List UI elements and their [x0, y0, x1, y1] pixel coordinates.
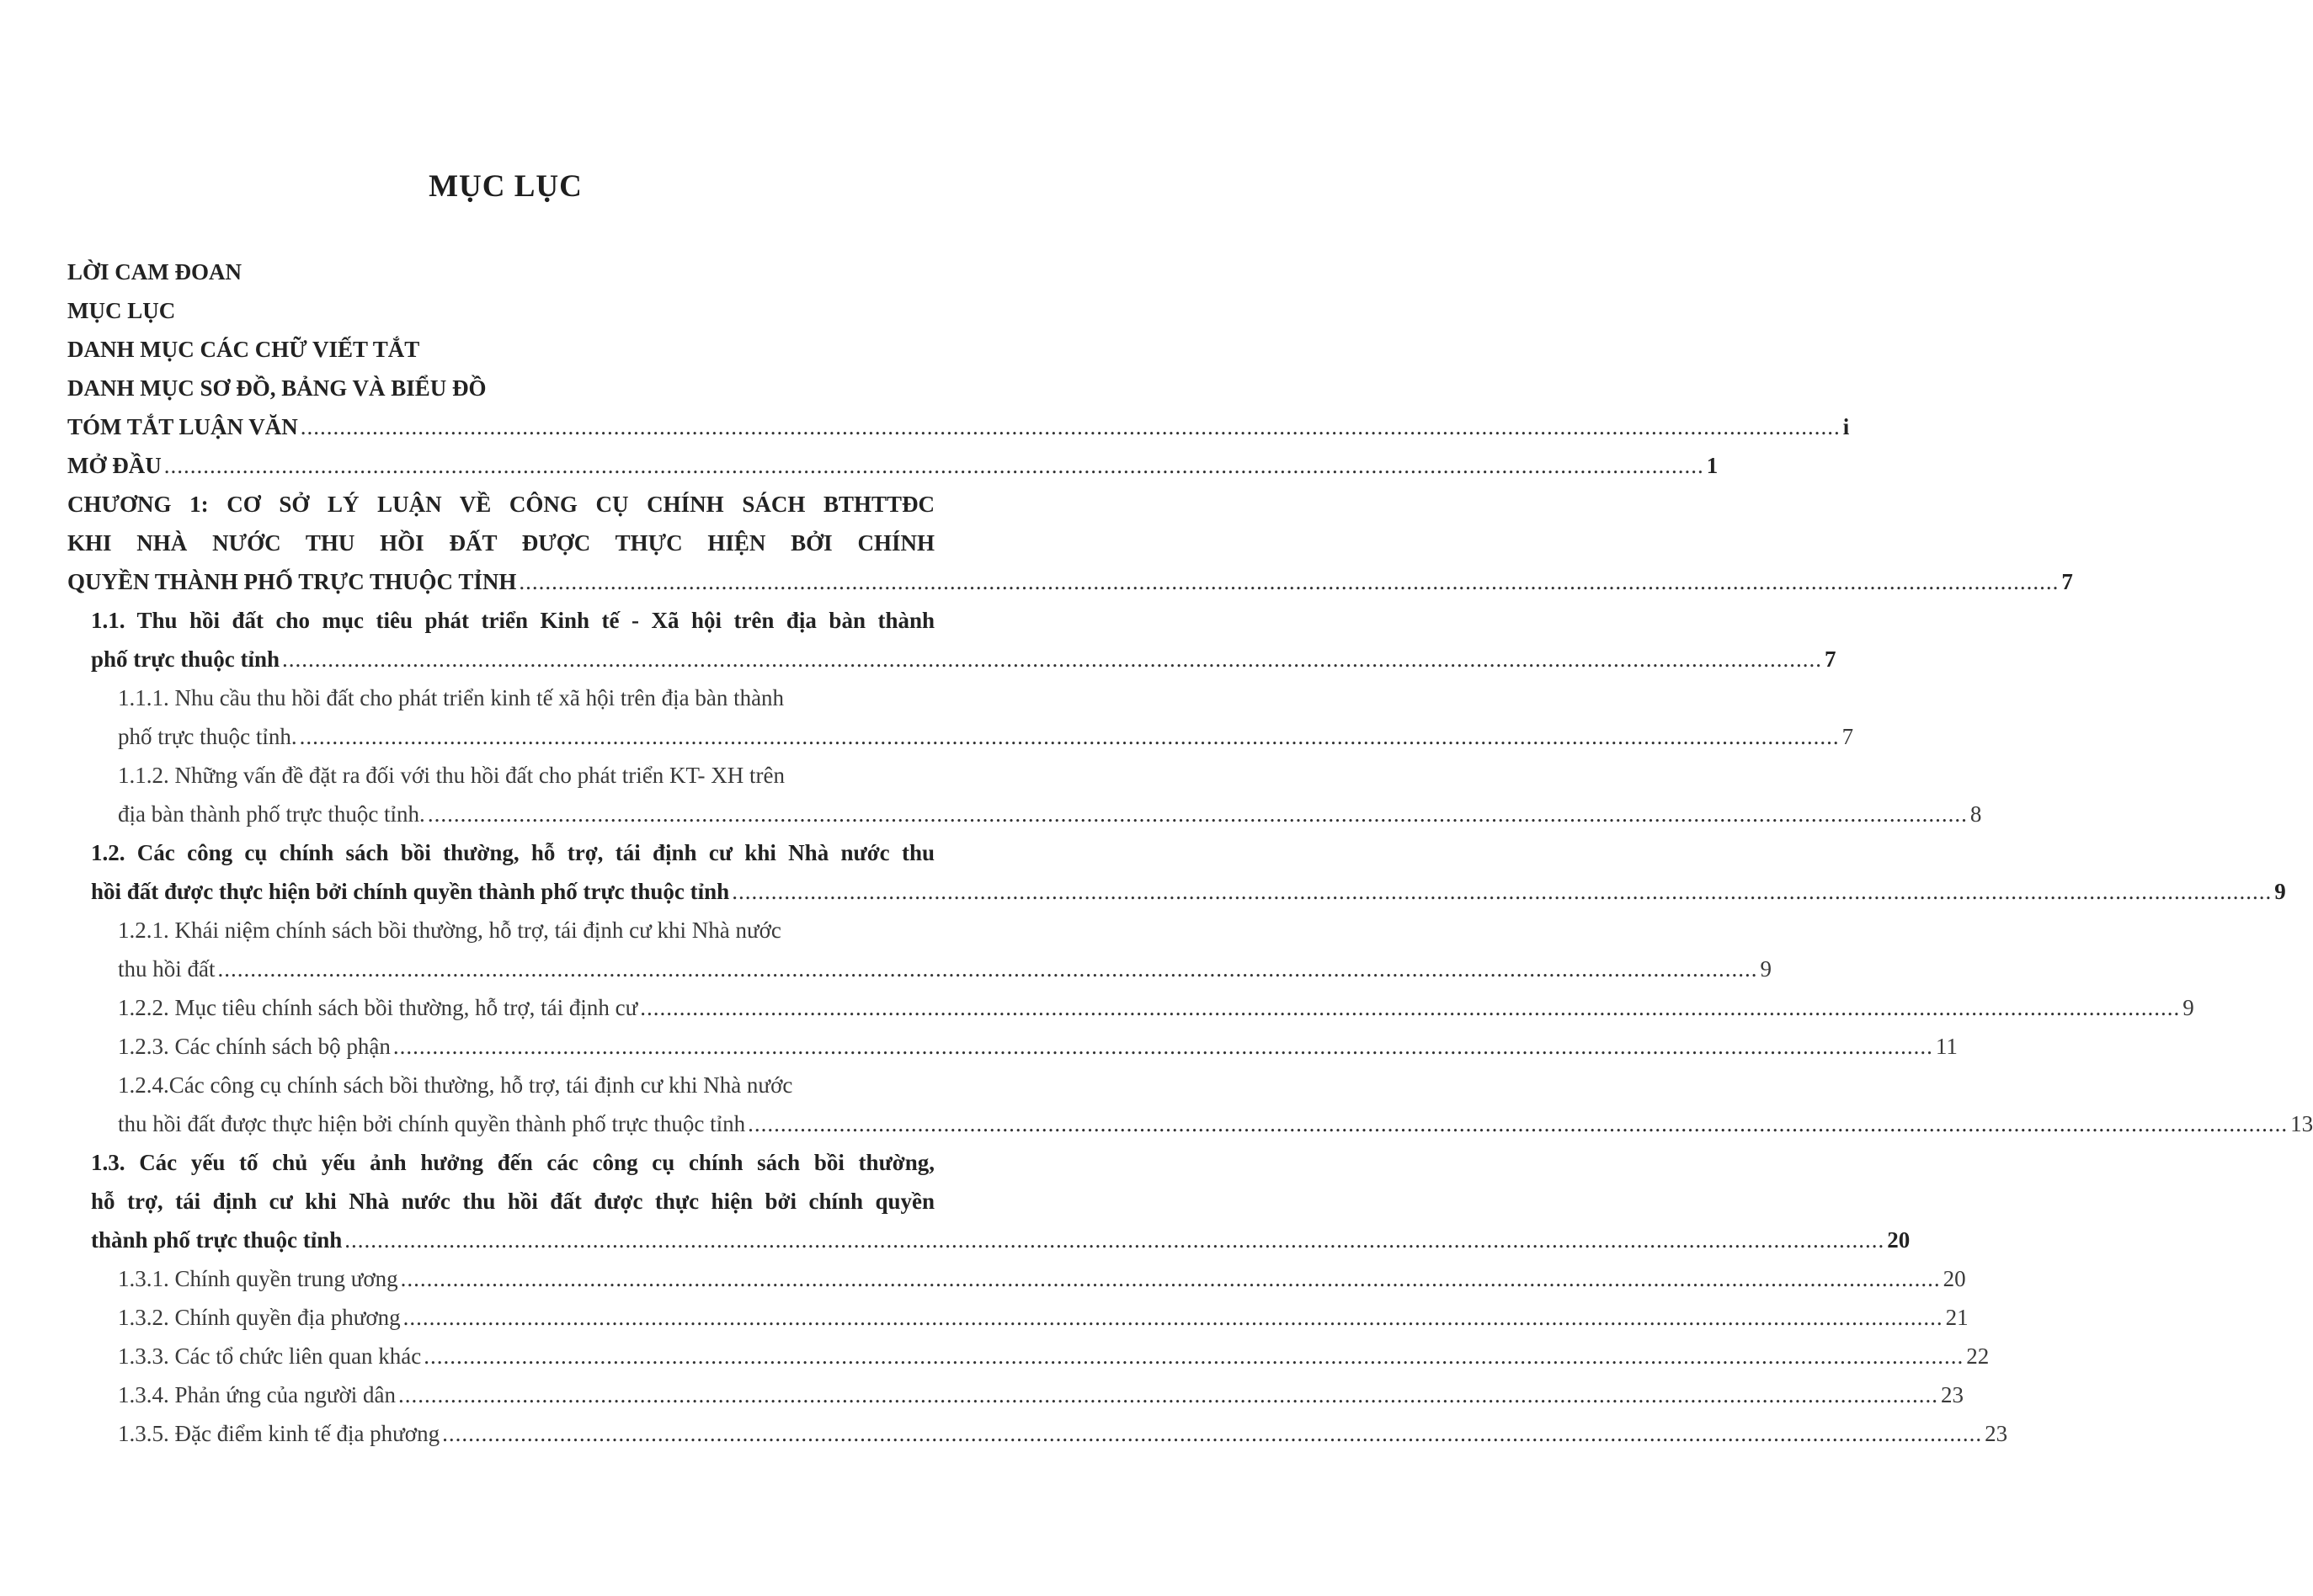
toc-label: 1.2.3. Các chính sách bộ phận — [118, 1034, 391, 1059]
toc-section-1-2-2 — [67, 988, 2194, 1027]
toc-chapter1-line3 — [67, 562, 2073, 601]
table-of-contents — [67, 253, 2313, 1453]
toc-label: phố trực thuộc tỉnh. — [118, 724, 297, 749]
toc-entry-front-0: LỜI CAM ĐOAN — [67, 259, 242, 285]
dot-leader — [398, 1375, 1938, 1414]
toc-page-number: 7 — [1841, 724, 1854, 749]
toc-label: 1.3.4. Phản ứng của người dân — [118, 1382, 396, 1407]
toc-section-1-1-line2 — [67, 640, 1836, 678]
toc-label: địa bàn thành phố trực thuộc tỉnh. — [118, 801, 425, 827]
toc-page-number: 22 — [1966, 1343, 1990, 1369]
dot-leader — [403, 1298, 1943, 1337]
dot-leader — [282, 640, 1822, 678]
toc-section-1-2-4-line1: 1.2.4.Các công cụ chính sách bồi thường, hỗ trợ, tái định cư khi Nhà nước — [118, 1072, 793, 1098]
toc-label: QUYỀN THÀNH PHỐ TRỰC THUỘC TỈNH — [67, 569, 517, 594]
toc-entry-front-1: MỤC LỤC — [67, 298, 176, 323]
toc-entry-summary — [67, 407, 1850, 446]
toc-page-number: 13 — [2290, 1111, 2313, 1136]
toc-section-1-3-line3 — [67, 1221, 1911, 1259]
toc-section-1-3-3 — [67, 1337, 1990, 1375]
dot-leader — [344, 1221, 1884, 1259]
toc-entry-front-3: DANH MỤC SƠ ĐỒ, BẢNG VÀ BIỂU ĐỒ — [67, 375, 487, 401]
dot-leader — [424, 1337, 1964, 1375]
toc-section-1-2-1-line2 — [67, 950, 1772, 988]
toc-page-number: 9 — [2274, 879, 2286, 904]
page-title: MỤC LỤC — [429, 169, 583, 204]
dot-leader — [301, 407, 1841, 446]
toc-page-number: 1 — [1706, 453, 1719, 478]
toc-section-1-3-line2: hỗ trợ, tái định cư khi Nhà nước thu hồi đất được thực hiện bởi chính quyền — [91, 1189, 935, 1214]
toc-page-number: 20 — [1887, 1227, 1911, 1253]
dot-leader — [218, 950, 1758, 988]
toc-label: 1.3.3. Các tổ chức liên quan khác — [118, 1343, 422, 1369]
toc-label: MỞ ĐẦU — [67, 453, 162, 478]
toc-label: thu hồi đất — [118, 956, 216, 982]
toc-label: phố trực thuộc tỉnh — [91, 646, 280, 672]
toc-section-1-1-1-line2 — [67, 717, 1854, 756]
toc-section-1-1-2-line2 — [67, 795, 1982, 833]
toc-section-1-2-3 — [67, 1027, 1958, 1066]
toc-entry-front-2: DANH MỤC CÁC CHỮ VIẾT TẮT — [67, 337, 420, 362]
dot-leader — [519, 562, 2059, 601]
dot-leader — [401, 1259, 1941, 1298]
toc-page-number: 21 — [1945, 1305, 1969, 1330]
toc-section-1-1-1-line1: 1.1.1. Nhu cầu thu hồi đất cho phát triển kinh tế xã hội trên địa bàn thành — [118, 685, 785, 710]
toc-label: 1.3.1. Chính quyền trung ương — [118, 1266, 398, 1291]
dot-leader — [732, 872, 2272, 911]
toc-chapter1-line2: KHI NHÀ NƯỚC THU HỒI ĐẤT ĐƯỢC THỰC HIỆN BỞI CHÍNH — [67, 530, 935, 556]
toc-section-1-1-2-line1: 1.1.2. Những vấn đề đặt ra đối với thu hồi đất cho phát triển KT- XH trên — [118, 763, 786, 788]
toc-section-1-2-line2 — [67, 872, 2286, 911]
toc-entry-intro — [67, 446, 1719, 485]
toc-label: hồi đất được thực hiện bởi chính quyền thành phố trực thuộc tỉnh — [91, 879, 730, 904]
dot-leader — [393, 1027, 1933, 1066]
toc-page-number: 9 — [1760, 956, 1772, 982]
toc-page-number: 7 — [1824, 646, 1836, 672]
toc-page-number: 23 — [1985, 1421, 2008, 1446]
toc-section-1-1-line1: 1.1. Thu hồi đất cho mục tiêu phát triển Kinh tế - Xã hội trên địa bàn thành — [91, 608, 935, 633]
toc-section-1-3-line1: 1.3. Các yếu tố chủ yếu ảnh hưởng đến các công cụ chính sách bồi thường, — [91, 1150, 935, 1175]
toc-section-1-3-4 — [67, 1375, 1964, 1414]
dot-leader — [164, 446, 1704, 485]
toc-page-number: i — [1842, 414, 1850, 439]
toc-label: thu hồi đất được thực hiện bởi chính quyền thành phố trực thuộc tỉnh — [118, 1111, 746, 1136]
toc-page-number: 11 — [1935, 1034, 1958, 1059]
toc-label: TÓM TẮT LUẬN VĂN — [67, 414, 298, 439]
dot-leader — [640, 988, 2180, 1027]
toc-label: thành phố trực thuộc tỉnh — [91, 1227, 343, 1253]
toc-section-1-3-2 — [67, 1298, 1969, 1337]
dot-leader — [428, 795, 1968, 833]
toc-section-1-2-4-line2 — [67, 1104, 2313, 1143]
toc-page-number: 7 — [2061, 569, 2073, 594]
toc-section-1-2-line1: 1.2. Các công cụ chính sách bồi thường, hỗ trợ, tái định cư khi Nhà nước thu — [91, 840, 935, 865]
toc-label: 1.2.2. Mục tiêu chính sách bồi thường, hỗ trợ, tái định cư — [118, 995, 638, 1020]
toc-page-number: 8 — [1969, 801, 1982, 827]
toc-label: 1.3.2. Chính quyền địa phương — [118, 1305, 401, 1330]
dot-leader — [300, 717, 1840, 756]
toc-page-number: 23 — [1941, 1382, 1964, 1407]
toc-section-1-3-5 — [67, 1414, 2008, 1453]
toc-section-1-2-1-line1: 1.2.1. Khái niệm chính sách bồi thường, hỗ trợ, tái định cư khi Nhà nước — [118, 918, 781, 943]
toc-label: 1.3.5. Đặc điểm kinh tế địa phương — [118, 1421, 440, 1446]
toc-chapter1-line1: CHƯƠNG 1: CƠ SỞ LÝ LUẬN VỀ CÔNG CỤ CHÍNH SÁCH BTHTTĐC — [67, 492, 935, 517]
toc-page-number: 9 — [2182, 995, 2194, 1020]
dot-leader — [748, 1104, 2288, 1143]
toc-page-number: 20 — [1943, 1266, 1966, 1291]
dot-leader — [442, 1414, 1982, 1453]
toc-section-1-3-1 — [67, 1259, 1966, 1298]
